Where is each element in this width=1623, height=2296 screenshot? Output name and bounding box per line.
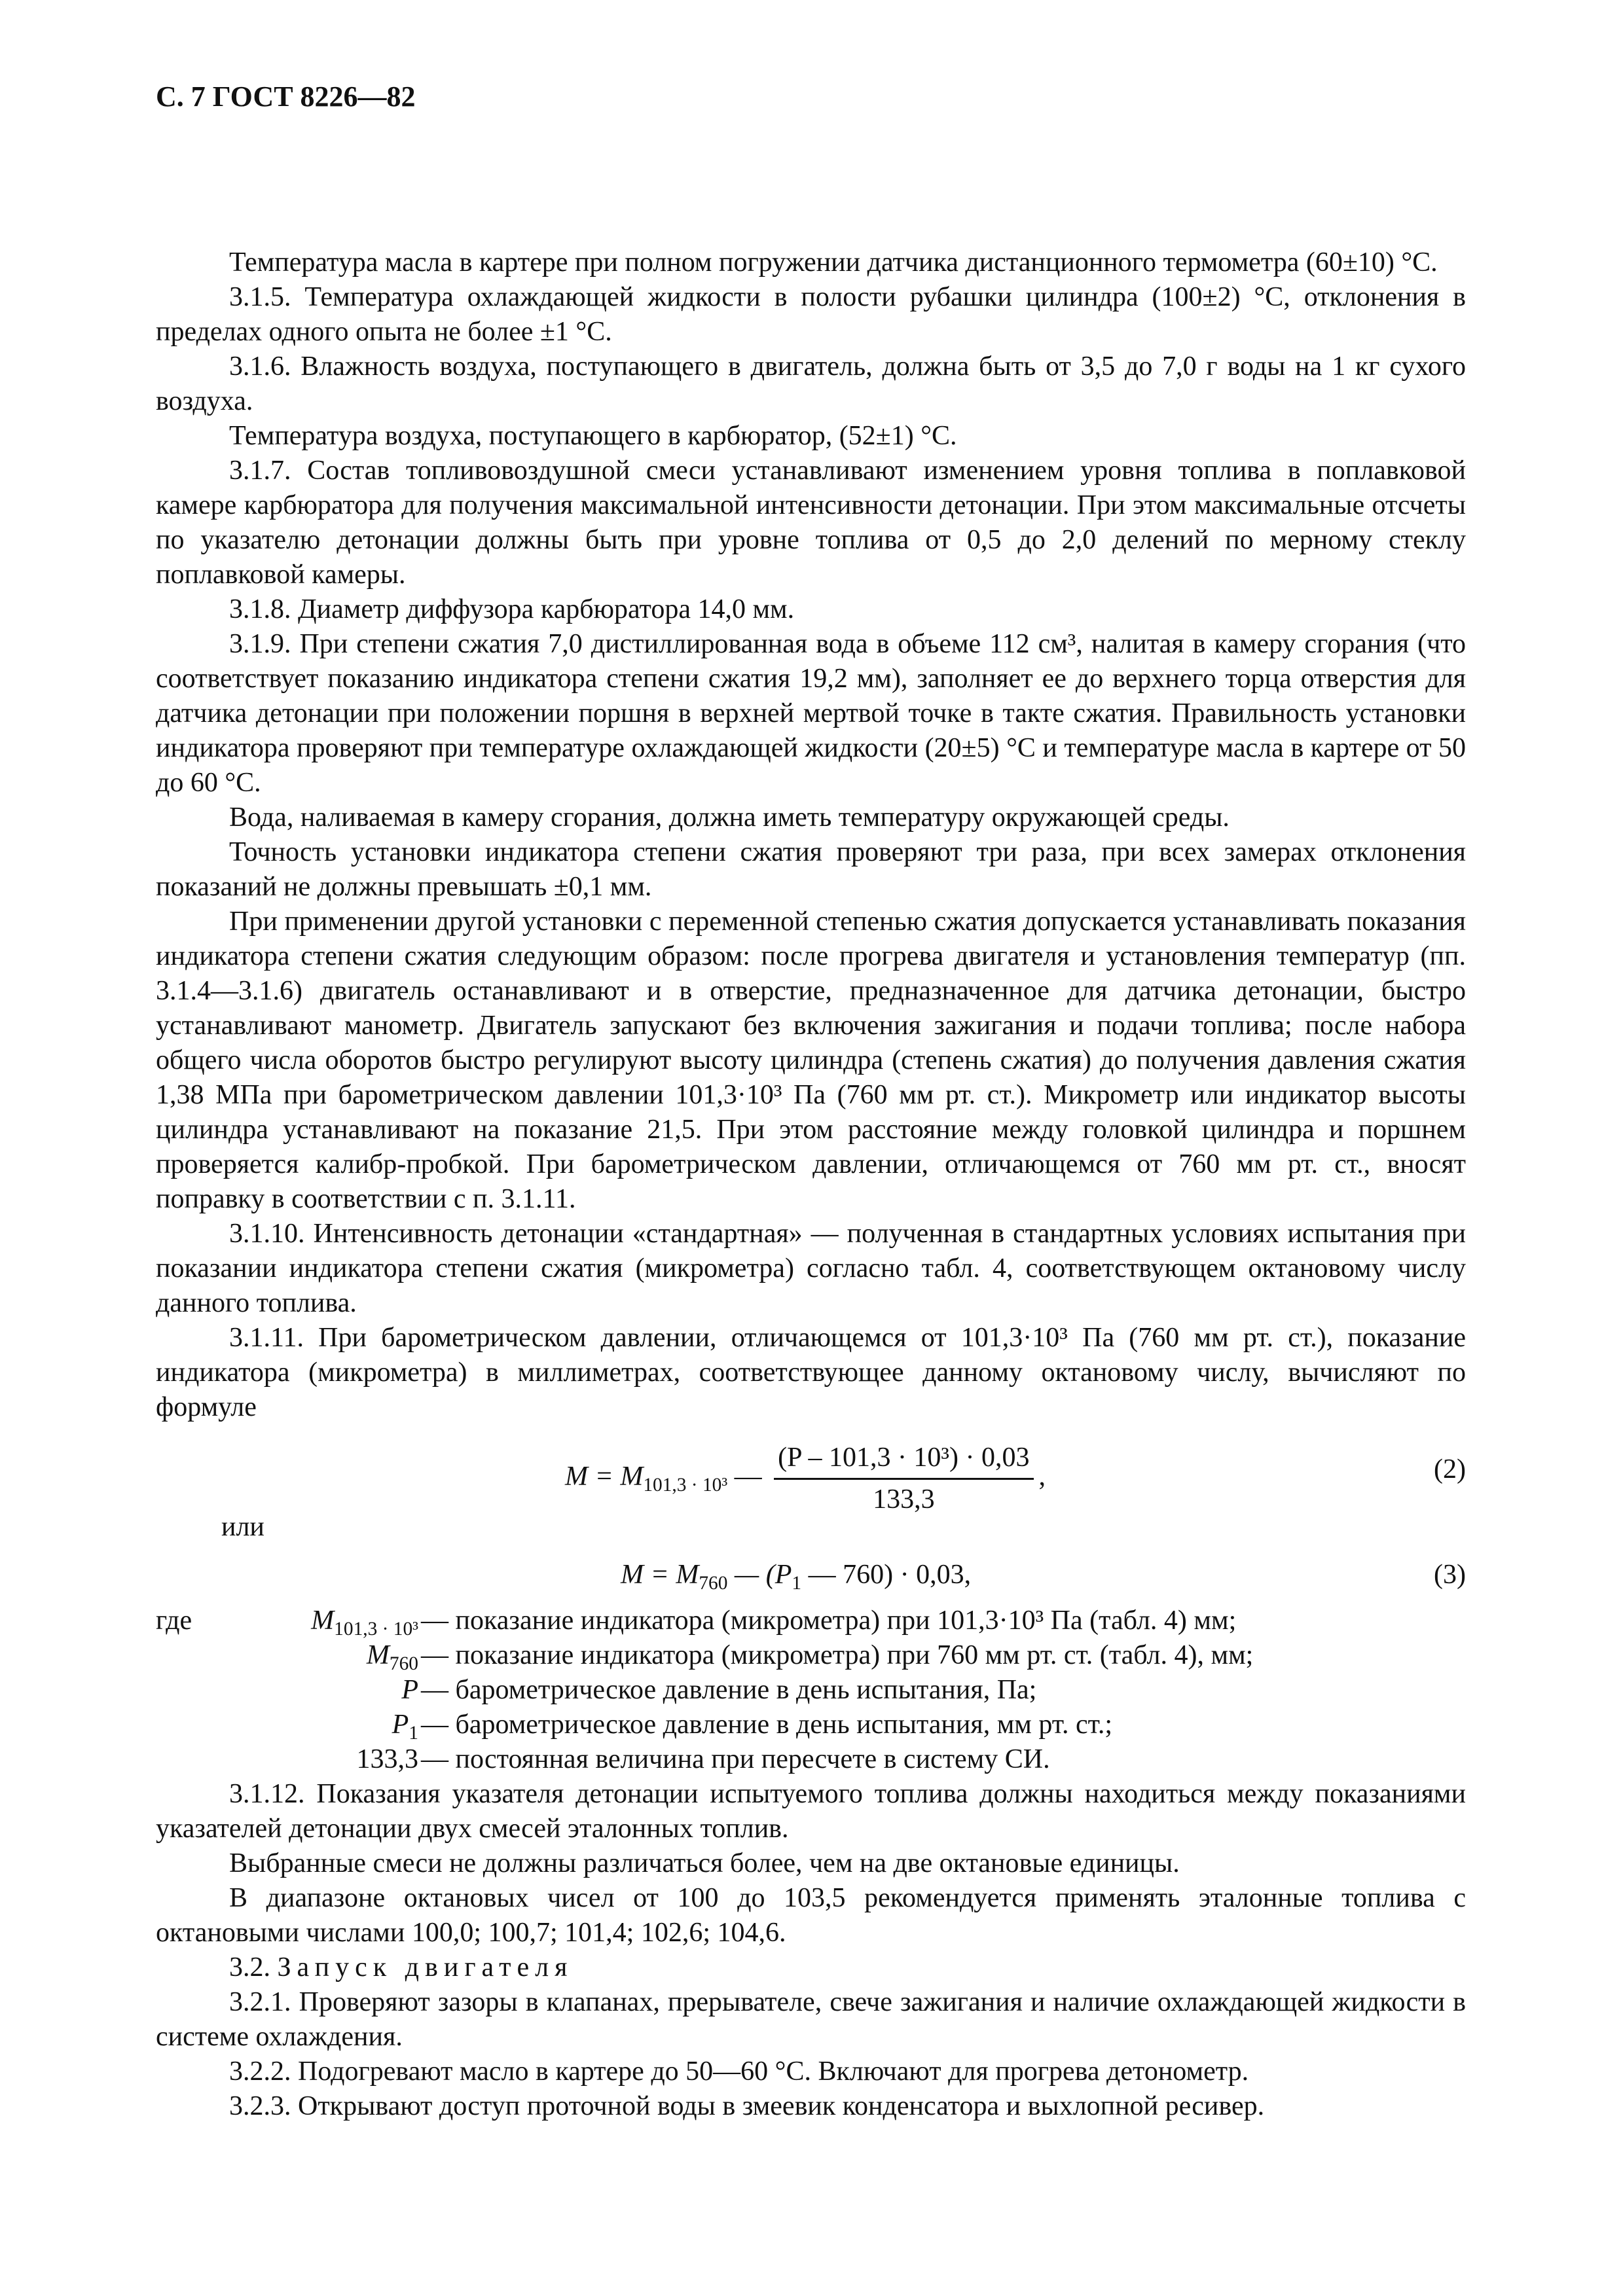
paragraph: 3.1.10. Интенсивность детонации «стандартная» — полученная в стандартных условиях испытания при показании индикатора степени сжатия (микрометра) согласно табл. 4, соответствующем октановому числу данного топлива. bbox=[156, 1219, 1466, 1318]
legend-symbol: $M_{101,3 \cdot 10^3}$ bbox=[311, 1605, 418, 1640]
paragraph: При применении другой установки с переменной степенью сжатия допускается устанавливать показания индикатора степени сжатия следующим образом: после прогрева двигателя и установления температур (пп. 3.1.4—3.1.6) двигатель останавливают и в отверстие, предназначенное для датчика детонации, быстро устанавливают манометр. Двигатель запускают без включения зажигания и подачи топлива; после набора общего числа оборотов быстро регулируют высоту цилиндра (степень сжатия) до получения давления сжатия 1,38 МПа при барометрическом давлении 101,3·10³ Па (760 мм рт. ст.). Микрометр или индикатор высоты цилиндра устанавливают на показание 21,5. При этом расстояние между головкой цилиндра и поршнем проверяется калибр-пробкой. При барометрическом давлении, отличающемся от 760 мм рт. ст., вносят поправку в соответствии с п. 3.1.11. bbox=[156, 906, 1466, 1214]
legend-symbol: P bbox=[401, 1675, 418, 1705]
legend-description: — барометрическое давление в день испытания, Па; bbox=[421, 1675, 1037, 1705]
paragraph: 3.1.5. Температура охлаждающей жидкости в полости рубашки цилиндра (100±2) °С, отклонения в пределах одного опыта не более ±1 °С. bbox=[156, 282, 1466, 347]
section-heading bbox=[156, 1950, 1466, 1985]
equation-number: (2) bbox=[1434, 1454, 1466, 1484]
paragraph: 3.1.6. Влажность воздуха, поступающего в двигатель, должна быть от 3,5 до 7,0 г воды на 1 кг сухого воздуха. bbox=[156, 351, 1466, 416]
formula-text: — 760) · 0,03, bbox=[808, 1560, 972, 1590]
paragraph: 3.1.8. Диаметр диффузора карбюратора 14,0 мм. bbox=[229, 594, 795, 624]
or-text: или bbox=[221, 1512, 264, 1542]
legend-symbol: $P_1$ bbox=[392, 1710, 418, 1744]
formula-text: , bbox=[1038, 1462, 1046, 1492]
formula-2 bbox=[156, 1425, 1466, 1515]
document-body bbox=[156, 245, 1466, 2124]
legend-symbol: 133,3 bbox=[356, 1744, 418, 1774]
fraction-numerator: (P – 101,3 · 10³) · 0,03 bbox=[774, 1441, 1033, 1480]
formula-text: M = M bbox=[565, 1462, 644, 1492]
legend-line bbox=[156, 1708, 1466, 1742]
paragraph: Точность установки индикатора степени сжатия проверяют три раза, при всех замерах отклонения показаний не должны превышать ±0,1 мм. bbox=[156, 837, 1466, 902]
fraction-denominator: 133,3 bbox=[873, 1484, 935, 1515]
paragraph: 3.1.12. Показания указателя детонации испытуемого топлива должны находиться между показаниями указателей детонации двух смесей эталонных топлив. bbox=[156, 1779, 1466, 1844]
formula-2-body bbox=[565, 1441, 1046, 1517]
legend-description: — постоянная величина при пересчете в систему СИ. bbox=[421, 1744, 1050, 1774]
formula-text: — bbox=[734, 1462, 762, 1492]
equation-number: (3) bbox=[1434, 1560, 1466, 1590]
paragraph: Температура воздуха, поступающего в карбюратор, (52±1) °С. bbox=[229, 421, 957, 451]
paragraph: 3.2.1. Проверяют зазоры в клапанах, прерывателе, свече зажигания и наличие охлаждающей жидкости в системе охлаждения. bbox=[156, 1987, 1466, 2052]
paragraph: Вода, наливаемая в камеру сгорания, должна иметь температуру окружающей среды. bbox=[229, 802, 1230, 833]
formula-subscript: 1 bbox=[792, 1572, 802, 1594]
legend-line bbox=[156, 1638, 1466, 1673]
paragraph: В диапазоне октановых чисел от 100 до 103,5 рекомендуется применять эталонные топлива с октановыми числами 100,0; 100,7; 101,4; 102,6; 104,6. bbox=[156, 1883, 1466, 1948]
paragraph: 3.1.7. Состав топливовоздушной смеси устанавливают изменением уровня топлива в поплавковой камере карбюратора для получения максимальной интенсивности детонации. При этом максимальные отсчеты по указателю детонации должны быть при уровне топлива от 0,5 до 2,0 делений по мерному стеклу поплавковой камеры. bbox=[156, 456, 1466, 590]
formula-3-body bbox=[621, 1558, 971, 1592]
legend-lead: где bbox=[156, 1605, 192, 1636]
formula-3 bbox=[156, 1545, 1466, 1604]
section-title: Запуск двигателя bbox=[277, 1952, 574, 1982]
section-number: 3.2. bbox=[229, 1952, 270, 1982]
paragraph: 3.2.3. Открывают доступ проточной воды в змеевик конденсатора и выхлопной ресивер. bbox=[229, 2091, 1265, 2121]
paragraph: Температура масла в картере при полном погружении датчика дистанционного термометра (60±10) °С. bbox=[229, 247, 1438, 278]
formula-text: M = M bbox=[621, 1560, 699, 1590]
paragraph: 3.1.11. При барометрическом давлении, отличающемся от 101,3·10³ Па (760 мм рт. ст.), показание индикатора (микрометра) в миллиметрах, соответствующее данному октановому числу, вычисляют по формуле bbox=[156, 1323, 1466, 1422]
legend-description: — барометрическое давление в день испытания, мм рт. ст.; bbox=[421, 1710, 1113, 1740]
page-header: С. 7 ГОСТ 8226—82 bbox=[156, 81, 416, 113]
legend-symbol: $M_{760}$ bbox=[366, 1640, 418, 1674]
formula-fraction bbox=[774, 1441, 1033, 1517]
legend-description: — показание индикатора (микрометра) при 101,3·10³ Па (табл. 4) мм; bbox=[421, 1605, 1237, 1636]
paragraph: 3.1.9. При степени сжатия 7,0 дистиллированная вода в объеме 112 см³, налитая в камеру сгорания (что соответствует показанию индикатора степени сжатия 19,2 мм), заполняет ее до верхнего торца отверстия для датчика детонации при положении поршня в верхней мертвой точке в такте сжатия. Правильность установки индикатора проверяют при температуре охлаждающей жидкости (20±5) °С и температуре масла в картере от 50 до 60 °С. bbox=[156, 629, 1466, 798]
paragraph: 3.2.2. Подогревают масло в картере до 50—60 °С. Включают для прогрева детонометр. bbox=[229, 2056, 1249, 2087]
legend-description: — показание индикатора (микрометра) при 760 мм рт. ст. (табл. 4), мм; bbox=[421, 1640, 1254, 1670]
formula-text: — (P bbox=[734, 1560, 792, 1590]
paragraph: Выбранные смеси не должны различаться более, чем на две октановые единицы. bbox=[229, 1848, 1180, 1878]
legend-line bbox=[156, 1604, 1466, 1638]
formula-subscript: 760 bbox=[699, 1572, 728, 1594]
legend-line bbox=[156, 1673, 1466, 1708]
legend-line bbox=[156, 1742, 1466, 1777]
formula-subscript: 101,3 · 10³ bbox=[643, 1474, 728, 1496]
